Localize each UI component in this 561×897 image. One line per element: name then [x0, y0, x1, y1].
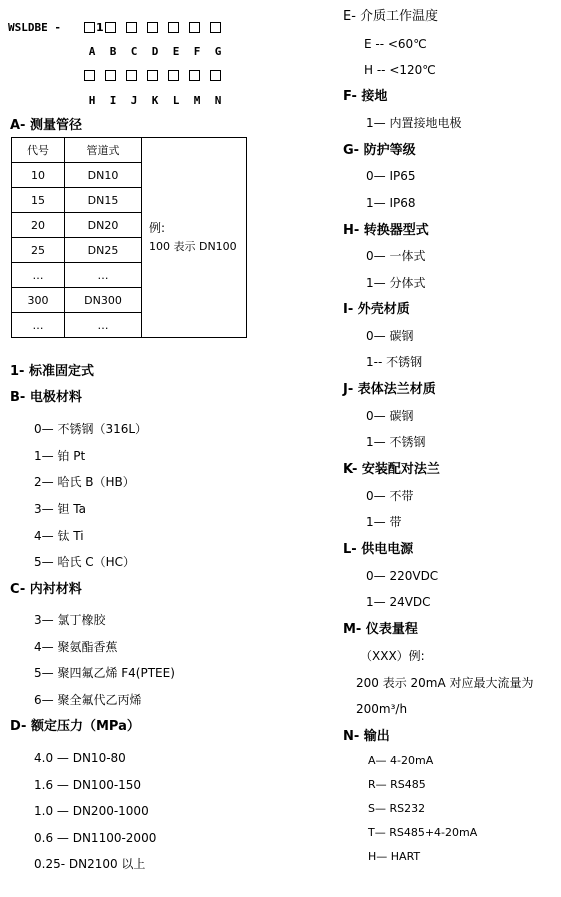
table-header-row — [12, 138, 247, 163]
electrode-item: 0— 不锈钢（316L） — [34, 422, 148, 436]
converter-item: 0— 一体式 — [366, 249, 426, 263]
table-cell-pipe: DN20 — [65, 213, 142, 238]
pressure-item: 0.6 — DN1100-2000 — [34, 831, 157, 845]
section-j-title: J- 表体法兰材质 — [343, 382, 436, 397]
section-n-title: N- 输出 — [343, 729, 390, 744]
table-cell-code: 20 — [12, 213, 65, 238]
table-cell-pipe: DN10 — [65, 163, 142, 188]
code-box-d — [147, 22, 158, 33]
section-k-title: K- 安装配对法兰 — [343, 462, 440, 477]
code-letter-f: F — [193, 45, 201, 58]
table-cell-pipe: DN25 — [65, 238, 142, 263]
temperature-item: H -- <120℃ — [364, 63, 436, 77]
pressure-item: 4.0 — DN10-80 — [34, 751, 126, 765]
code-box-e — [168, 22, 179, 33]
code-letter-g: G — [214, 45, 222, 58]
table-cell-code: 25 — [12, 238, 65, 263]
table-cell-code: 300 — [12, 288, 65, 313]
lining-item: 5— 聚四氟乙烯 F4(PTEE) — [34, 666, 175, 680]
range-item: （XXX）例: — [360, 649, 425, 663]
code-fixed-digit: 1 — [96, 21, 104, 34]
table-cell-code: … — [12, 313, 65, 338]
flange-item: 0— 碳钢 — [366, 409, 414, 423]
temperature-item: E -- <60℃ — [364, 37, 427, 51]
protection-item: 1— IP68 — [366, 196, 416, 210]
range-item: 200 表示 20mA 对应最大流量为 — [356, 676, 534, 690]
output-item: S— RS232 — [368, 802, 426, 815]
table-cell-pipe: … — [65, 263, 142, 288]
section-1-title: 1- 标准固定式 — [10, 364, 94, 379]
table-cell-pipe: DN300 — [65, 288, 142, 313]
code-letter-m: M — [193, 94, 201, 107]
table-example-text: 100 表示 DN100 — [149, 240, 237, 254]
electrode-item: 1— 铂 Pt — [34, 449, 86, 463]
table-cell-code: … — [12, 263, 65, 288]
section-a-title: A- 测量管径 — [10, 118, 82, 133]
code-box-n — [210, 70, 221, 81]
code-box-i — [105, 70, 116, 81]
pressure-item: 1.0 — DN200-1000 — [34, 804, 149, 818]
code-box-k — [147, 70, 158, 81]
table-header-code: 代号 — [12, 138, 65, 163]
table-example-cell — [142, 138, 247, 338]
code-letter-c: C — [130, 45, 138, 58]
code-letter-h: H — [88, 94, 96, 107]
code-box-b — [105, 22, 116, 33]
code-letter-k: K — [151, 94, 159, 107]
section-h-title: H- 转换器型式 — [343, 223, 429, 238]
table-example-label: 例: — [149, 221, 166, 236]
section-m-title: M- 仪表量程 — [343, 622, 418, 637]
code-letter-j: J — [130, 94, 138, 107]
housing-item: 1-- 不锈钢 — [366, 355, 423, 369]
table-cell-pipe: DN15 — [65, 188, 142, 213]
lining-item: 4— 聚氨酯香蕉 — [34, 640, 118, 654]
protection-item: 0— IP65 — [366, 169, 416, 183]
table-cell-code: 10 — [12, 163, 65, 188]
electrode-item: 4— 钛 Ti — [34, 529, 84, 543]
section-b-title: B- 电极材料 — [10, 390, 82, 405]
electrode-item: 2— 哈氏 B（HB） — [34, 475, 135, 489]
code-letter-b: B — [109, 45, 117, 58]
range-item: 200m³/h — [356, 702, 408, 716]
code-letter-d: D — [151, 45, 159, 58]
power-item: 0— 220VDC — [366, 569, 439, 583]
code-box-a — [84, 22, 95, 33]
flange-item: 1— 不锈钢 — [366, 435, 426, 449]
code-box-m — [189, 70, 200, 81]
section-c-title: C- 内衬材料 — [10, 582, 82, 597]
output-item: A— 4-20mA — [368, 754, 434, 767]
output-item: T— RS485+4-20mA — [368, 826, 478, 839]
electrode-item: 3— 钽 Ta — [34, 502, 86, 516]
lining-item: 6— 聚全氟代乙丙烯 — [34, 693, 142, 707]
code-letter-l: L — [172, 94, 180, 107]
section-l-title: L- 供电电源 — [343, 542, 414, 557]
output-item: H— HART — [368, 850, 421, 863]
code-box-j — [126, 70, 137, 81]
model-code-prefix: WSLDBE - — [8, 21, 61, 34]
electrode-item: 5— 哈氏 C（HC） — [34, 555, 136, 569]
grounding-item: 1— 内置接地电极 — [366, 116, 462, 130]
housing-item: 0— 碳钢 — [366, 329, 414, 343]
code-letter-i: I — [109, 94, 117, 107]
table-cell-pipe: … — [65, 313, 142, 338]
lining-item: 3— 氯丁橡胶 — [34, 613, 106, 627]
section-g-title: G- 防护等级 — [343, 143, 416, 158]
pressure-item: 0.25- DN2100 以上 — [34, 857, 146, 871]
section-f-title: F- 接地 — [343, 89, 388, 104]
code-box-l — [168, 70, 179, 81]
section-e-title: E- 介质工作温度 — [343, 9, 439, 24]
code-box-h — [84, 70, 95, 81]
code-letter-n: N — [214, 94, 222, 107]
converter-item: 1— 分体式 — [366, 276, 426, 290]
code-box-c — [126, 22, 137, 33]
code-box-f — [189, 22, 200, 33]
mating-flange-item: 0— 不带 — [366, 489, 414, 503]
table-cell-code: 15 — [12, 188, 65, 213]
section-d-title: D- 额定压力（MPa） — [10, 719, 140, 734]
section-i-title: I- 外壳材质 — [343, 302, 410, 317]
pipe-size-table — [11, 137, 247, 338]
mating-flange-item: 1— 带 — [366, 515, 402, 529]
code-letter-a: A — [88, 45, 96, 58]
table-header-pipe: 管道式 — [65, 138, 142, 163]
pressure-item: 1.6 — DN100-150 — [34, 778, 142, 792]
output-item: R— RS485 — [368, 778, 426, 791]
power-item: 1— 24VDC — [366, 595, 431, 609]
code-letter-e: E — [172, 45, 180, 58]
code-box-g — [210, 22, 221, 33]
